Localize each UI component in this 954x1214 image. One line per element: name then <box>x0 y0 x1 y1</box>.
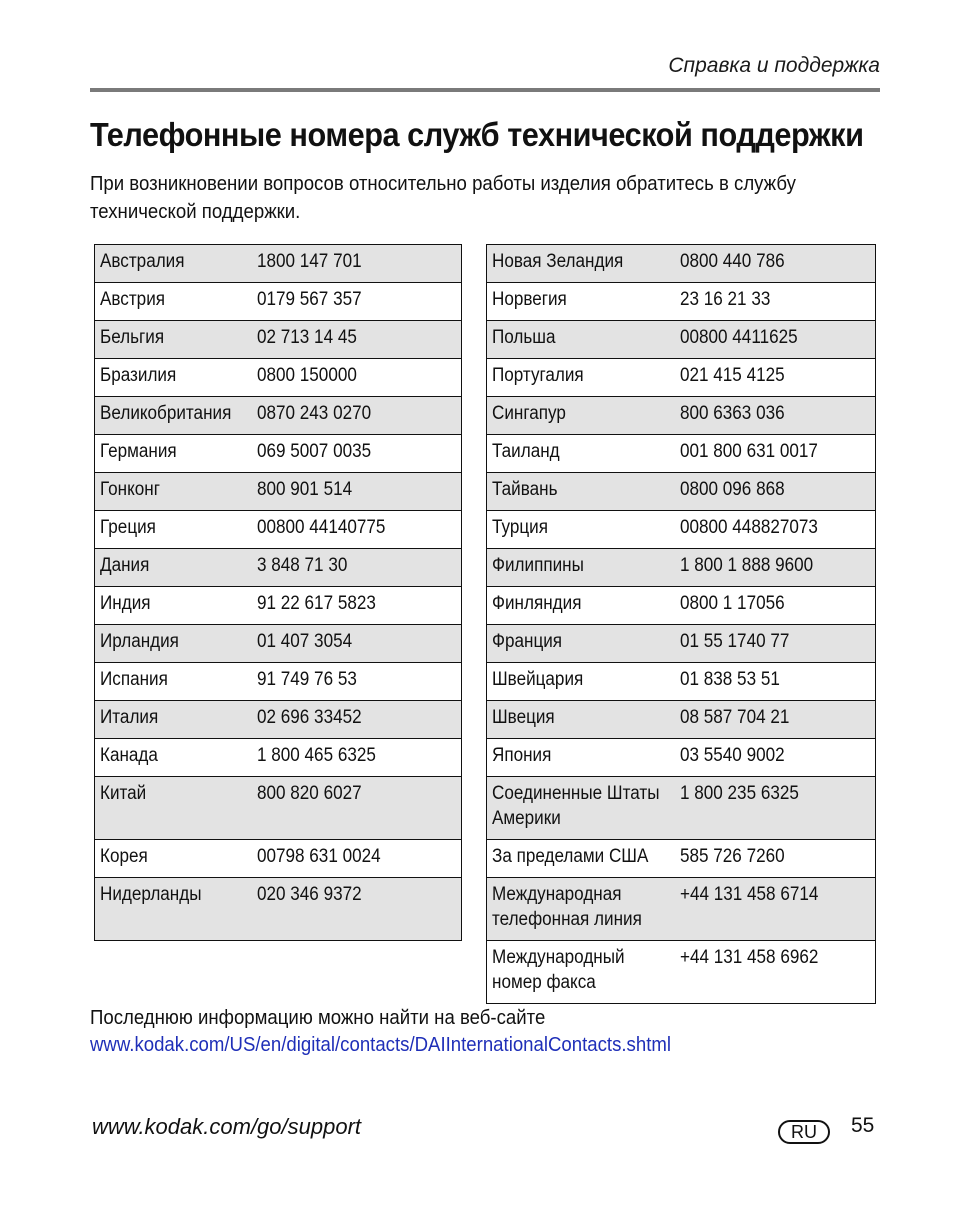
phone-cell: 0800 150000 <box>252 359 462 397</box>
phone-cell: 91 749 76 53 <box>252 663 462 701</box>
table-row <box>95 549 462 587</box>
phone-cell: 0800 096 868 <box>675 473 876 511</box>
phone-cell: 0870 243 0270 <box>252 397 462 435</box>
phone-cell: 0800 1 17056 <box>675 587 876 625</box>
country-cell: Филиппины <box>487 549 675 587</box>
phone-cell: 0179 567 357 <box>252 283 462 321</box>
country-cell: Греция <box>95 511 252 549</box>
phone-cell: 800 6363 036 <box>675 397 876 435</box>
phone-cell: 585 726 7260 <box>675 840 876 878</box>
country-cell: Великобритания <box>95 397 252 435</box>
country-cell: Португалия <box>487 359 675 397</box>
table-row <box>95 739 462 777</box>
country-cell: Индия <box>95 587 252 625</box>
country-cell: Ирландия <box>95 625 252 663</box>
country-cell: Турция <box>487 511 675 549</box>
country-cell: Швейцария <box>487 663 675 701</box>
phone-cell: 021 415 4125 <box>675 359 876 397</box>
country-cell: Австралия <box>95 245 252 283</box>
table-row <box>95 587 462 625</box>
phone-cell: +44 131 458 6962 <box>675 941 876 1004</box>
page-title: Телефонные номера служб технической поддержки <box>90 116 864 153</box>
country-cell: Дания <box>95 549 252 587</box>
country-cell: Сингапур <box>487 397 675 435</box>
phone-cell: 00800 448827073 <box>675 511 876 549</box>
table-row <box>487 878 876 941</box>
intro-text: При возникновении вопросов относительно работы изделия обратитесь в службу технической поддержки. <box>90 173 796 223</box>
table-row <box>95 511 462 549</box>
country-cell: Италия <box>95 701 252 739</box>
phone-cell: 00798 631 0024 <box>252 840 462 878</box>
header-section-title: Справка и поддержка <box>668 54 880 77</box>
phone-cell: 3 848 71 30 <box>252 549 462 587</box>
support-phone-table-right <box>486 244 876 1004</box>
country-cell: Германия <box>95 435 252 473</box>
country-cell: Международный номер факса <box>487 941 675 1004</box>
country-cell: Норвегия <box>487 283 675 321</box>
table-row <box>487 587 876 625</box>
phone-cell: 91 22 617 5823 <box>252 587 462 625</box>
phone-cell: 00800 44140775 <box>252 511 462 549</box>
country-cell: Таиланд <box>487 435 675 473</box>
table-row <box>487 283 876 321</box>
phone-cell: 03 5540 9002 <box>675 739 876 777</box>
footer-note: Последнюю информацию можно найти на веб-сайте <box>90 1007 546 1029</box>
country-cell: Корея <box>95 840 252 878</box>
country-cell: Нидерланды <box>95 878 252 941</box>
table-row <box>487 549 876 587</box>
support-phone-table-left <box>94 244 462 941</box>
phone-cell: 1 800 465 6325 <box>252 739 462 777</box>
table-row <box>487 941 876 1004</box>
table-row <box>487 511 876 549</box>
table-row <box>95 283 462 321</box>
phone-cell: 02 713 14 45 <box>252 321 462 359</box>
table-row <box>487 840 876 878</box>
country-cell: Международная телефонная линия <box>487 878 675 941</box>
phone-cell: 1 800 1 888 9600 <box>675 549 876 587</box>
country-cell: Япония <box>487 739 675 777</box>
country-cell: Австрия <box>95 283 252 321</box>
country-cell: Швеция <box>487 701 675 739</box>
country-cell: Канада <box>95 739 252 777</box>
country-cell: Тайвань <box>487 473 675 511</box>
table-row <box>95 397 462 435</box>
country-cell: Гонконг <box>95 473 252 511</box>
language-badge: RU <box>778 1120 830 1144</box>
phone-cell: 23 16 21 33 <box>675 283 876 321</box>
phone-cell: 01 838 53 51 <box>675 663 876 701</box>
table-row <box>95 777 462 840</box>
table-row <box>95 473 462 511</box>
phone-cell: 800 820 6027 <box>252 777 462 840</box>
country-cell: Испания <box>95 663 252 701</box>
phone-cell: 0800 440 786 <box>675 245 876 283</box>
phone-cell: +44 131 458 6714 <box>675 878 876 941</box>
table-row <box>95 878 462 941</box>
country-cell: Соединенные Штаты Америки <box>487 777 675 840</box>
contacts-link[interactable]: www.kodak.com/US/en/digital/contacts/DAIInternationalContacts.shtml <box>90 1034 672 1056</box>
table-row <box>487 701 876 739</box>
table-row <box>487 777 876 840</box>
table-row <box>487 473 876 511</box>
table-row <box>487 245 876 283</box>
footer-support-url: www.kodak.com/go/support <box>92 1114 362 1139</box>
table-row <box>95 840 462 878</box>
country-cell: Франция <box>487 625 675 663</box>
country-cell: Финляндия <box>487 587 675 625</box>
header-divider <box>90 88 880 92</box>
country-cell: За пределами США <box>487 840 675 878</box>
table-row <box>487 739 876 777</box>
country-cell: Бразилия <box>95 359 252 397</box>
table-row <box>95 435 462 473</box>
phone-cell: 02 696 33452 <box>252 701 462 739</box>
phone-cell: 01 55 1740 77 <box>675 625 876 663</box>
table-row <box>487 663 876 701</box>
phone-cell: 069 5007 0035 <box>252 435 462 473</box>
phone-cell: 08 587 704 21 <box>675 701 876 739</box>
table-row <box>95 359 462 397</box>
table-row <box>95 245 462 283</box>
country-cell: Бельгия <box>95 321 252 359</box>
country-cell: Польша <box>487 321 675 359</box>
phone-cell: 1800 147 701 <box>252 245 462 283</box>
page-number: 55 <box>851 1114 875 1137</box>
phone-cell: 1 800 235 6325 <box>675 777 876 840</box>
phone-cell: 01 407 3054 <box>252 625 462 663</box>
table-row <box>487 397 876 435</box>
table-row <box>487 321 876 359</box>
country-cell: Новая Зеландия <box>487 245 675 283</box>
table-row <box>487 625 876 663</box>
table-row <box>95 625 462 663</box>
table-row <box>487 435 876 473</box>
country-cell: Китай <box>95 777 252 840</box>
phone-cell: 020 346 9372 <box>252 878 462 941</box>
phone-cell: 00800 4411625 <box>675 321 876 359</box>
table-row <box>487 359 876 397</box>
phone-cell: 800 901 514 <box>252 473 462 511</box>
phone-cell: 001 800 631 0017 <box>675 435 876 473</box>
table-row <box>95 701 462 739</box>
table-row <box>95 663 462 701</box>
table-row <box>95 321 462 359</box>
